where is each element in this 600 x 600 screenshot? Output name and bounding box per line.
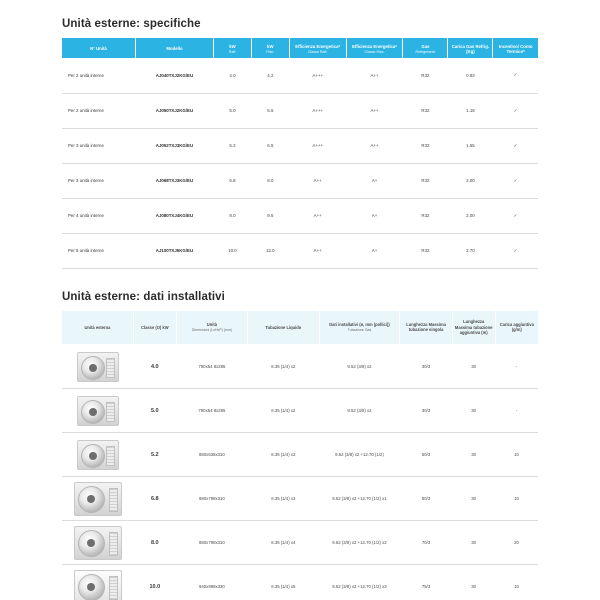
cell-kw-risc: 5.6 <box>251 93 289 128</box>
cell-kw-raff: 5.0 <box>214 93 252 128</box>
cell-unita: Per 2 unità interne <box>62 58 135 93</box>
cell-lung-totale: 30 <box>452 389 495 433</box>
fan-hub-icon <box>87 495 95 503</box>
fan-hub-icon <box>89 364 97 372</box>
cell-kw-raff: 8.0 <box>214 198 252 233</box>
cell-gas: 9.52 (3/8) x2 +12.70 (1/2) x1 <box>319 477 400 521</box>
cell-kw-risc: 4.2 <box>251 58 289 93</box>
cell-liquido: 6.35 (1/4) x2 <box>248 389 319 433</box>
cell-kw-risc: 12.0 <box>251 233 289 268</box>
table-row <box>62 93 538 128</box>
cell-eff-raff: A+++ <box>289 93 346 128</box>
side-vent-icon <box>109 488 118 512</box>
table-row <box>62 477 538 521</box>
cell-gas: R32 <box>403 233 448 268</box>
cell-carica: 1.55 <box>448 128 493 163</box>
header-tubazione-gas-sub: Tubazione Gas <box>347 328 372 333</box>
outdoor-unit-image <box>62 345 133 389</box>
table-row <box>62 128 538 163</box>
header-unita: N° Unità <box>62 38 135 58</box>
air-conditioner-unit-icon <box>77 396 119 426</box>
cell-eff-raff: A++ <box>289 198 346 233</box>
cell-gas: R32 <box>403 198 448 233</box>
fan-hub-icon <box>89 408 97 416</box>
header-carica-aggiuntiva: Carica aggiuntiva (g/m) <box>495 311 538 345</box>
table-row <box>62 58 538 93</box>
header-incentivo: Incentivo/ Conto Termico* <box>493 38 538 58</box>
cell-lung-totale: 30 <box>452 433 495 477</box>
air-conditioner-unit-icon <box>77 352 119 382</box>
header-kw-risc: kW Risc. <box>251 38 289 58</box>
header-dimensioni-sub: Dimensioni (LxHxP) (mm) <box>191 328 232 333</box>
cell-lung-singola: 75/3 <box>400 565 452 600</box>
fan-hub-icon <box>89 452 97 460</box>
table-row <box>62 521 538 565</box>
cell-incentivo: ✓ <box>493 128 538 163</box>
table-row <box>62 233 538 268</box>
install-section-title: Unità esterne: dati installativi <box>62 290 225 303</box>
cell-dimensioni: 790x54 8x285 <box>176 389 247 433</box>
cell-incentivo: ✓ <box>493 163 538 198</box>
header-kw-raff-sub: Raff. <box>228 49 237 54</box>
cell-carica: 2.00 <box>448 163 493 198</box>
cell-dimensioni: 880x638x310 <box>176 433 247 477</box>
install-header-row <box>62 311 538 345</box>
header-eff-risc: Efficienza Energetica* Classe Risc. <box>346 38 403 58</box>
header-eff-raff-sub: Classe Raff. <box>307 49 328 54</box>
cell-modello: AJ068TXJ3KG/EU <box>135 163 213 198</box>
cell-gas: 9.52 (3/8) x2 +12.70 (1/2) x2 <box>319 521 400 565</box>
table-row <box>62 565 538 600</box>
air-conditioner-unit-icon <box>74 570 122 600</box>
cell-unita: Per 5 unità interne <box>62 233 135 268</box>
cell-incentivo: ✓ <box>493 198 538 233</box>
cell-incentivo: ✓ <box>493 93 538 128</box>
cell-eff-risc: A++ <box>346 58 403 93</box>
fan-hub-icon <box>87 583 95 591</box>
table-row <box>62 433 538 477</box>
cell-gas: 9.52 (3/8) x2 <box>319 345 400 389</box>
cell-lung-singola: 30/3 <box>400 345 452 389</box>
cell-liquido: 6.35 (1/4) x3 <box>248 433 319 477</box>
cell-carica-aggiuntiva: 10 <box>495 433 538 477</box>
cell-incentivo: ✓ <box>493 233 538 268</box>
cell-carica-aggiuntiva: - <box>495 389 538 433</box>
cell-eff-risc: A+ <box>346 163 403 198</box>
header-lunghezza-singola: Lunghezza Massima tubazione singola <box>400 311 452 345</box>
specs-section-title: Unità esterne: specifiche <box>62 18 201 30</box>
cell-classe: 10.0 <box>133 565 176 600</box>
cell-lung-totale: 30 <box>452 477 495 521</box>
header-classe: Classe (O) kW <box>133 311 176 345</box>
cell-modello: AJ080TXJ4KG/EU <box>135 198 213 233</box>
cell-kw-risc: 9.5 <box>251 198 289 233</box>
cell-gas: R32 <box>403 58 448 93</box>
outdoor-unit-image <box>62 521 133 565</box>
cell-modello: AJ040TXJ2KG/EU <box>135 58 213 93</box>
cell-gas: 9.52 (3/8) x2 +12.70 (1/2) x3 <box>319 565 400 600</box>
header-kw-risc-sub: Risc. <box>266 49 275 54</box>
cell-modello: AJ050TXJ2KG/EU <box>135 93 213 128</box>
cell-classe: 8.0 <box>133 521 176 565</box>
cell-liquido: 6.35 (1/4) x4 <box>248 521 319 565</box>
header-kw-raff: kW Raff. <box>214 38 252 58</box>
cell-classe: 5.2 <box>133 433 176 477</box>
outdoor-unit-image <box>62 477 133 521</box>
side-vent-icon <box>106 358 115 378</box>
table-row <box>62 163 538 198</box>
cell-gas: 9.52 (3/8) x2 <box>319 389 400 433</box>
cell-eff-risc: A++ <box>346 93 403 128</box>
header-modello: Modello <box>135 38 213 58</box>
cell-kw-raff: 4.0 <box>214 58 252 93</box>
specs-table-body <box>62 58 538 268</box>
cell-gas: R32 <box>403 93 448 128</box>
cell-classe: 4.0 <box>133 345 176 389</box>
cell-gas: R32 <box>403 163 448 198</box>
outdoor-unit-image <box>62 389 133 433</box>
cell-eff-raff: A++ <box>289 233 346 268</box>
cell-modello: AJ100TXJ5KG/EU <box>135 233 213 268</box>
cell-carica-aggiuntiva: 20 <box>495 521 538 565</box>
header-gas: Gas Refrigerante <box>403 38 448 58</box>
cell-gas: 9.52 (3/8) x2 +12.70 (1/2) <box>319 433 400 477</box>
cell-eff-risc: A+ <box>346 198 403 233</box>
cell-liquido: 6.35 (1/4) x5 <box>248 565 319 600</box>
cell-kw-raff: 5.2 <box>214 128 252 163</box>
cell-unita: Per 3 unità interne <box>62 163 135 198</box>
air-conditioner-unit-icon <box>74 526 122 560</box>
cell-carica: 0.93 <box>448 58 493 93</box>
cell-lung-singola: 50/3 <box>400 433 452 477</box>
cell-carica-aggiuntiva: 10 <box>495 477 538 521</box>
cell-lung-singola: 70/3 <box>400 521 452 565</box>
cell-gas: R32 <box>403 128 448 163</box>
cell-eff-raff: A++ <box>289 163 346 198</box>
cell-incentivo: ✓ <box>493 58 538 93</box>
cell-liquido: 6.35 (1/4) x3 <box>248 477 319 521</box>
table-row <box>62 345 538 389</box>
cell-eff-risc: A+ <box>346 233 403 268</box>
cell-unita: Per 2 unità interne <box>62 93 135 128</box>
cell-kw-risc: 8.0 <box>251 163 289 198</box>
cell-liquido: 6.35 (1/4) x2 <box>248 345 319 389</box>
install-table-body <box>62 345 538 600</box>
header-carica-gas: Carica Gas Refrig. (Kg) <box>448 38 493 58</box>
cell-dimensioni: 880x798x310 <box>176 477 247 521</box>
cell-kw-raff: 6.8 <box>214 163 252 198</box>
table-row <box>62 389 538 433</box>
side-vent-icon <box>109 532 118 556</box>
cell-classe: 5.0 <box>133 389 176 433</box>
header-unita-esterna: Unità esterna <box>62 311 133 345</box>
cell-kw-raff: 10.0 <box>214 233 252 268</box>
cell-carica: 2.70 <box>448 233 493 268</box>
air-conditioner-unit-icon <box>77 440 119 470</box>
cell-lung-totale: 30 <box>452 345 495 389</box>
cell-dimensioni: 880x798x310 <box>176 521 247 565</box>
cell-unita: Per 3 unità interne <box>62 128 135 163</box>
cell-unita: Per 4 unità interne <box>62 198 135 233</box>
outdoor-units-install-table <box>62 311 538 600</box>
cell-eff-raff: A+++ <box>289 128 346 163</box>
cell-carica-aggiuntiva: - <box>495 345 538 389</box>
cell-classe: 6.8 <box>133 477 176 521</box>
cell-modello: AJ052TXJ3KG/EU <box>135 128 213 163</box>
header-eff-risc-sub: Classe Risc. <box>364 49 385 54</box>
cell-lung-totale: 30 <box>452 565 495 600</box>
header-lunghezza-totale: Lunghezza Massima tubazione aggiuntiva (m) <box>452 311 495 345</box>
outdoor-unit-image <box>62 565 133 600</box>
specs-header-row <box>62 38 538 58</box>
cell-eff-raff: A+++ <box>289 58 346 93</box>
outdoor-unit-image <box>62 433 133 477</box>
cell-lung-singola: 30/3 <box>400 389 452 433</box>
cell-dimensioni: 790x54 8x285 <box>176 345 247 389</box>
cell-kw-risc: 6.5 <box>251 128 289 163</box>
cell-carica-aggiuntiva: 10 <box>495 565 538 600</box>
side-vent-icon <box>106 446 115 466</box>
table-row <box>62 198 538 233</box>
install-table-head <box>62 311 538 345</box>
cell-lung-singola: 50/3 <box>400 477 452 521</box>
cell-eff-risc: A++ <box>346 128 403 163</box>
header-gas-sub: Refrigerante <box>415 49 436 54</box>
cell-carica: 2.00 <box>448 198 493 233</box>
header-dimensioni: Unità Dimensioni (LxHxP) (mm) <box>176 311 247 345</box>
side-vent-icon <box>106 402 115 422</box>
cell-carica: 1.18 <box>448 93 493 128</box>
header-tubazione-gas: Dati installativi (ø, mm (pollici)) Tubazione Gas <box>319 311 400 345</box>
header-tubazione-liquido: Tubazione Liquido <box>248 311 319 345</box>
specs-table-head <box>62 38 538 58</box>
fan-hub-icon <box>87 539 95 547</box>
header-eff-raff: Efficienza Energetica* Classe Raff. <box>289 38 346 58</box>
side-vent-icon <box>109 576 118 600</box>
air-conditioner-unit-icon <box>74 482 122 516</box>
cell-lung-totale: 30 <box>452 521 495 565</box>
outdoor-units-specs-table <box>62 38 538 269</box>
cell-dimensioni: 940x998x330 <box>176 565 247 600</box>
